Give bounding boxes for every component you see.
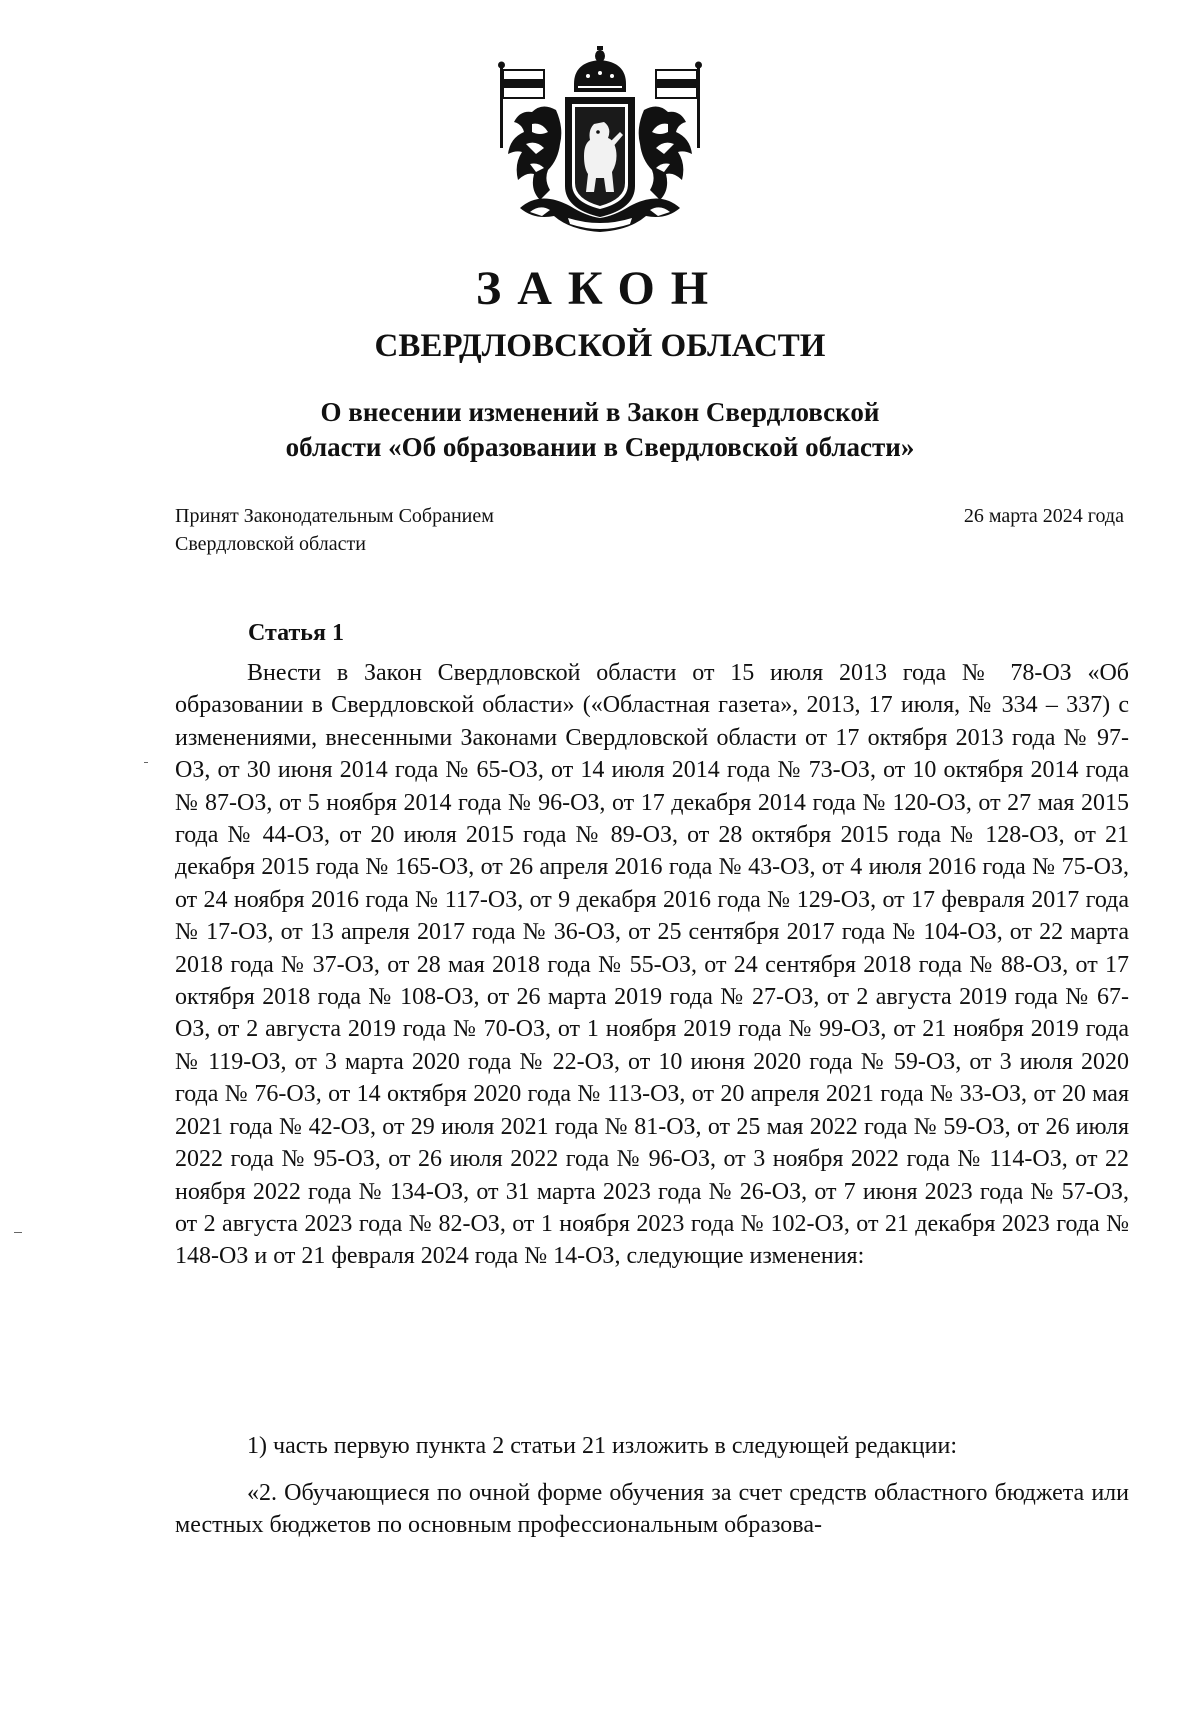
law-subject-line-2: области «Об образовании в Свердловской области»: [285, 432, 915, 462]
coat-of-arms-emblem: [470, 40, 730, 240]
amendment-item-1: 1) часть первую пункта 2 статьи 21 изложить в следующей редакции:: [247, 1433, 957, 1459]
law-region: СВЕРДЛОВСКОЙ ОБЛАСТИ: [374, 328, 826, 364]
quoted-text: [175, 1477, 1129, 1542]
article-paragraph: Внести в Закон Свердловской области от 15 июля 2013 года № 78-ОЗ «Об образовании в Свердловской области» («Областная газета», 2013, 17 июля, № 334 – 337) с изменениями, внесенными Законами Свердловской области от 17 октября 2013 года № 97-ОЗ, от 30 июня 2014 года № 65-ОЗ, от 14 июля 2014 года № 73-ОЗ, от 10 октября 2014 года № 87-ОЗ, от 5 ноября 2014 года № 96-ОЗ, от 17 декабря 2014 года № 120-ОЗ, от 27 мая 2015 года № 44-ОЗ, от 20 июля 2015 года № 89-ОЗ, от 28 октября 2015 года № 128-ОЗ, от 21 декабря 2015 года № 165-ОЗ, от 26 апреля 2016 года № 43-ОЗ, от 4 июля 2016 года № 75-ОЗ, от 24 ноября 2016 года № 117-ОЗ, от 9 декабря 2016 года № 129-ОЗ, от 17 февраля 2017 года № 17-ОЗ, от 13 апреля 2017 года № 36-ОЗ, от 25 сентября 2017 года № 104-ОЗ, от 22 марта 2018 года № 37-ОЗ, от 28 мая 2018 года № 55-ОЗ, от 24 сентября 2018 года № 88-ОЗ, от 17 октября 2018 года № 108-ОЗ, от 26 марта 2019 года № 27-ОЗ, от 2 августа 2019 года № 67-ОЗ, от 2 августа 2019 года № 70-ОЗ, от 1 ноября 2019 года № 99-ОЗ, от 21 ноября 2019 года № 119-ОЗ, от 3 марта 2020 года № 22-ОЗ, от 10 июня 2020 года № 59-ОЗ, от 3 июля 2020 года № 76-ОЗ, от 14 октября 2020 года № 113-ОЗ, от 20 апреля 2021 года № 33-ОЗ, от 20 мая 2021 года № 42-ОЗ, от 29 июля 2021 года № 81-ОЗ, от 25 мая 2022 года № 59-ОЗ, от 26 июля 2022 года № 95-ОЗ, от 26 июля 2022 года № 96-ОЗ, от 3 ноября 2022 года № 114-ОЗ, от 22 ноября 2022 года № 134-ОЗ, от 31 марта 2023 года № 26-ОЗ, от 7 июня 2023 года № 57-ОЗ, от 2 августа 2023 года № 82-ОЗ, от 1 ноября 2023 года № 102-ОЗ, от 21 декабря 2023 года № 148-ОЗ и от 21 февраля 2024 года № 14-ОЗ, следующие изменения:: [175, 660, 1129, 1270]
adopted-date: 26 марта 2024 года: [963, 505, 1124, 527]
article-body: [175, 657, 1129, 1273]
law-subject-line-1: О внесении изменений в Закон Свердловской: [320, 397, 880, 427]
scan-mark: [144, 762, 148, 763]
quoted-text-start: «2. Обучающиеся по очной форме обучения за счет средств областного бюджета или местных бюджетов по основным профессиональным образова-: [175, 1480, 1129, 1539]
article-heading: Статья 1: [248, 620, 344, 646]
adopted-by-line-2: Свердловской области: [175, 533, 366, 555]
scan-mark: [14, 1232, 22, 1233]
law-subject: [200, 395, 1000, 465]
adopted-by-line-1: Принят Законодательным Собранием: [175, 505, 494, 527]
amendment-item: [175, 1430, 1129, 1462]
adopted-by: [175, 502, 494, 558]
law-title: ЗАКОН: [475, 262, 725, 315]
